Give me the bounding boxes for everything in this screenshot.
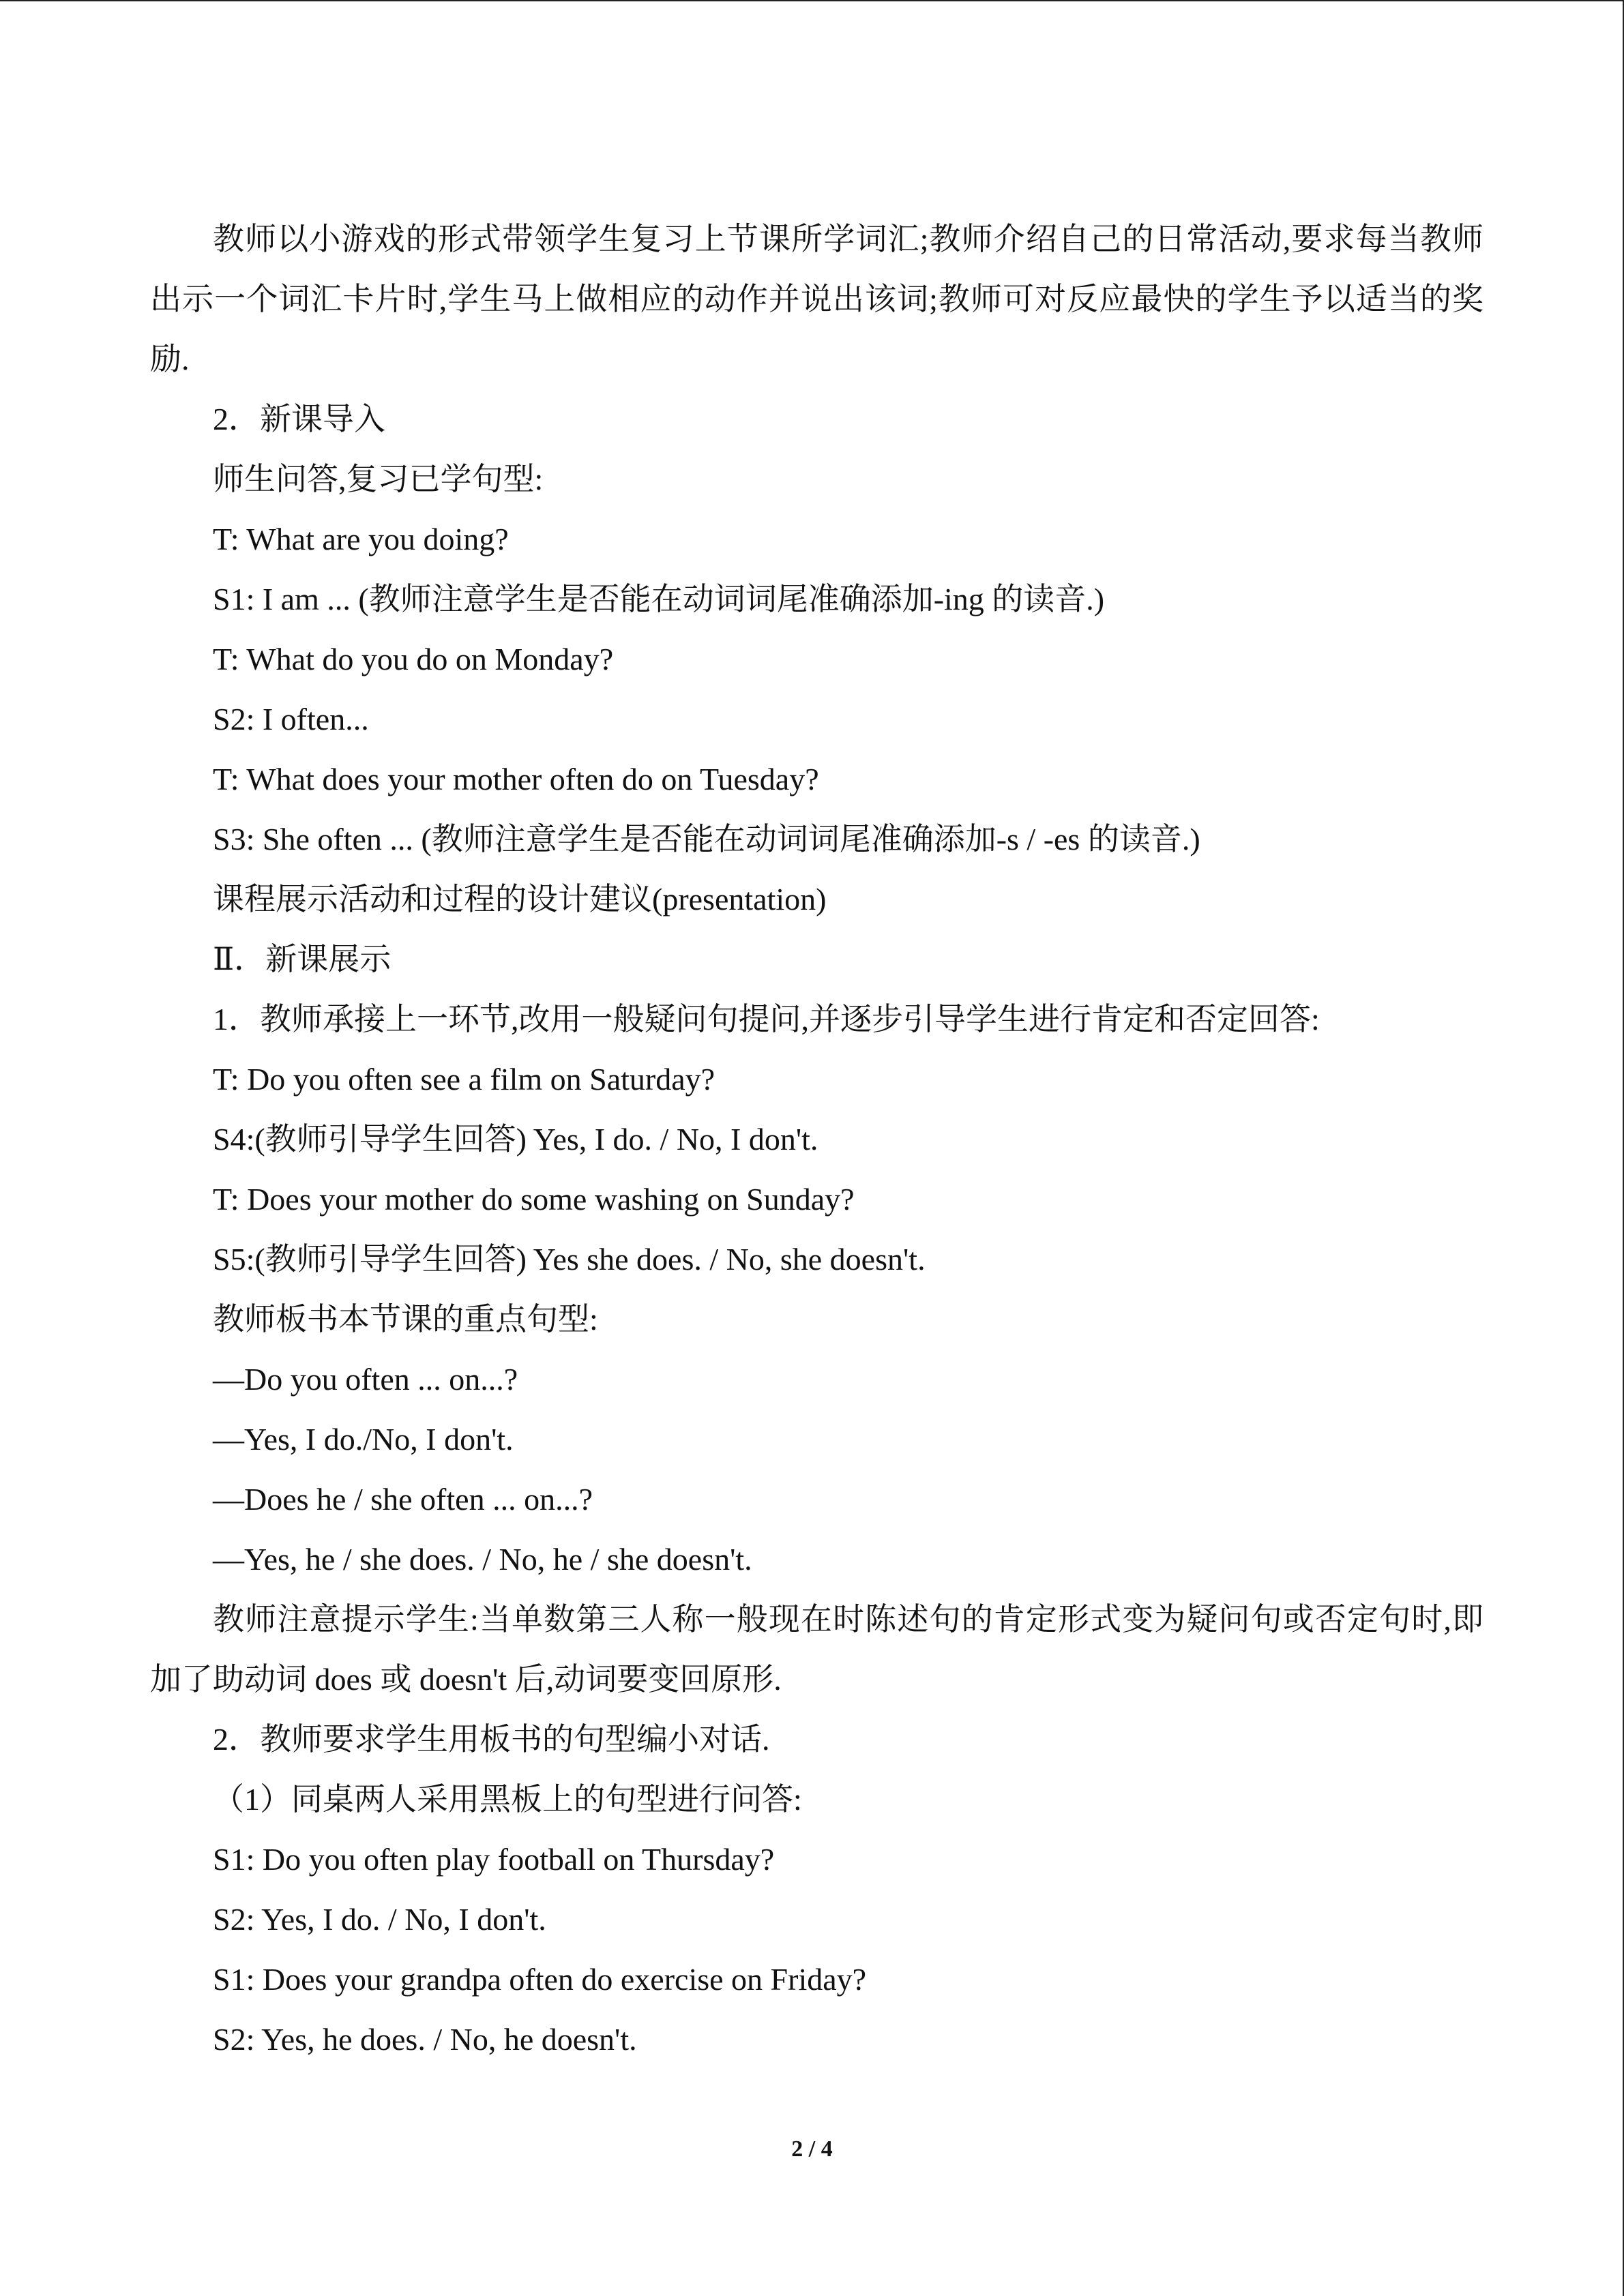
section-heading: Ⅱ．新课展示 bbox=[213, 942, 392, 976]
dialogue-line: S2: Yes, I do. / No, I don't. bbox=[213, 1902, 546, 1937]
sentence-pattern-line: —Does he / she often ... on...? bbox=[213, 1482, 593, 1517]
sentence-pattern-line: —Yes, I do./No, I don't. bbox=[213, 1422, 514, 1457]
dialogue-line: S3: She often ... (教师注意学生是否能在动词词尾准确添加-s / -es 的读音.) bbox=[213, 822, 1200, 856]
dialogue-line: S5:(教师引导学生回答) Yes she does. / No, she doesn't. bbox=[213, 1242, 926, 1277]
dialogue-line: S4:(教师引导学生回答) Yes, I do. / No, I don't. bbox=[213, 1122, 818, 1157]
body-line: 1．教师承接上一环节,改用一般疑问句提问,并逐步引导学生进行肯定和否定回答: bbox=[213, 1002, 1320, 1037]
body-line: 2．教师要求学生用板书的句型编小对话. bbox=[213, 1722, 770, 1757]
dialogue-line: T: Does your mother do some washing on Sunday? bbox=[213, 1182, 855, 1217]
sentence-pattern-line: —Do you often ... on...? bbox=[213, 1362, 518, 1397]
dialogue-line: T: What are you doing? bbox=[213, 522, 509, 556]
dialogue-line: S1: I am ... (教师注意学生是否能在动词词尾准确添加-ing 的读音.) bbox=[213, 582, 1105, 616]
body-line: （1）同桌两人采用黑板上的句型进行问答: bbox=[213, 1782, 802, 1817]
body-paragraph: 教师注意提示学生:当单数第三人称一般现在时陈述句的肯定形式变为疑问句或否定句时,即加了助动词 does 或 doesn't 后,动词要变回原形. bbox=[150, 1602, 1483, 1697]
body-paragraph: 教师以小游戏的形式带领学生复习上节课所学词汇;教师介绍自己的日常活动,要求每当教师出示一个词汇卡片时,学生马上做相应的动作并说出该词;教师可对反应最快的学生予以适当的奖励. bbox=[150, 222, 1483, 376]
sentence-pattern-line: —Yes, he / she does. / No, he / she doesn't. bbox=[213, 1542, 752, 1577]
dialogue-line: T: What does your mother often do on Tuesday? bbox=[213, 762, 819, 796]
dialogue-line: S1: Does your grandpa often do exercise on Friday? bbox=[213, 1962, 867, 1997]
page-number: 2 / 4 bbox=[791, 2136, 833, 2162]
dialogue-line: T: What do you do on Monday? bbox=[213, 642, 614, 676]
dialogue-line: S2: Yes, he does. / No, he doesn't. bbox=[213, 2022, 637, 2057]
body-line: 教师板书本节课的重点句型: bbox=[213, 1302, 598, 1337]
body-line: 课程展示活动和过程的设计建议(presentation) bbox=[213, 882, 827, 916]
section-heading: 2．新课导入 bbox=[213, 402, 385, 436]
dialogue-line: S2: I often... bbox=[213, 702, 369, 736]
document-body bbox=[150, 209, 1483, 2070]
dialogue-line: T: Do you often see a film on Saturday? bbox=[213, 1062, 715, 1097]
dialogue-line: S1: Do you often play football on Thursday? bbox=[213, 1842, 775, 1877]
body-line: 师生问答,复习已学句型: bbox=[213, 462, 544, 496]
